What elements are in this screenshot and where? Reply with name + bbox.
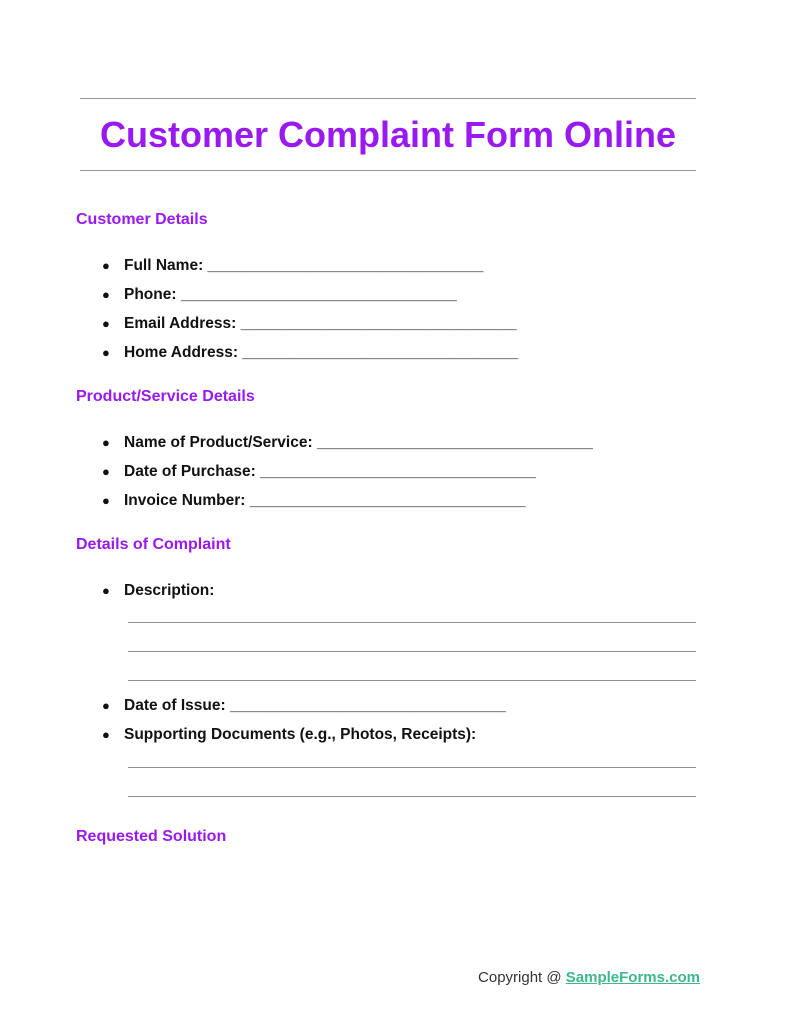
copyright-prefix: Copyright @: [478, 969, 566, 986]
bullet-icon: ●: [102, 727, 110, 742]
section-heading-complaint-details: Details of Complaint: [76, 536, 231, 553]
documents-write-line[interactable]: [128, 796, 696, 797]
field-label: Date of Purchase:: [124, 463, 256, 480]
bullet-icon: ●: [102, 493, 110, 508]
field-date-of-issue: [102, 696, 506, 716]
description-write-line[interactable]: [128, 680, 696, 681]
bullet-icon: ●: [102, 258, 110, 273]
documents-write-line[interactable]: [128, 767, 696, 768]
copyright-footer: [478, 968, 700, 988]
field-product-name: [102, 433, 593, 453]
section-heading-customer-details: Customer Details: [76, 211, 208, 228]
bullet-icon: ●: [102, 287, 110, 302]
page-title: Customer Complaint Form Online: [99, 114, 677, 155]
field-email-address: [102, 314, 516, 334]
section-heading-product-details: Product/Service Details: [76, 388, 255, 405]
bullet-icon: ●: [102, 316, 110, 331]
field-label: Email Address:: [124, 315, 237, 332]
fill-in-line[interactable]: ________________________________: [240, 315, 517, 332]
field-label: Full Name:: [124, 257, 204, 274]
field-label: Home Address:: [124, 344, 238, 361]
bullet-icon: ●: [102, 583, 110, 598]
bullet-icon: ●: [102, 435, 110, 450]
field-label: Date of Issue:: [124, 697, 226, 714]
section-heading-requested-solution: Requested Solution: [76, 828, 227, 845]
field-date-of-purchase: [102, 462, 536, 482]
field-label: Phone:: [124, 286, 177, 303]
fill-in-line[interactable]: ________________________________: [207, 257, 484, 274]
description-write-line[interactable]: [128, 651, 696, 652]
bullet-icon: ●: [102, 345, 110, 360]
brand-link[interactable]: SampleForms.com: [565, 969, 700, 986]
description-write-line[interactable]: [128, 622, 696, 623]
field-description: [102, 581, 214, 601]
fill-in-line[interactable]: ________________________________: [180, 286, 457, 303]
fill-in-line[interactable]: ________________________________: [249, 492, 526, 509]
field-label: Supporting Documents (e.g., Photos, Receipts):: [124, 726, 477, 743]
field-phone: [102, 285, 457, 305]
field-home-address: [102, 343, 518, 363]
fill-in-line[interactable]: ________________________________: [260, 463, 536, 480]
field-label: Invoice Number:: [124, 492, 246, 509]
fill-in-line[interactable]: ________________________________: [242, 344, 519, 361]
bullet-icon: ●: [102, 464, 110, 479]
bullet-icon: ●: [102, 698, 110, 713]
title-rule-top: [80, 98, 696, 99]
fill-in-line[interactable]: ________________________________: [229, 697, 506, 714]
field-supporting-documents: [102, 725, 476, 745]
fill-in-line[interactable]: ________________________________: [316, 434, 593, 451]
title-rule-bottom: [80, 170, 696, 171]
field-invoice-number: [102, 491, 526, 511]
field-full-name: [102, 256, 483, 276]
field-label: Description:: [124, 582, 215, 599]
field-label: Name of Product/Service:: [124, 434, 313, 451]
